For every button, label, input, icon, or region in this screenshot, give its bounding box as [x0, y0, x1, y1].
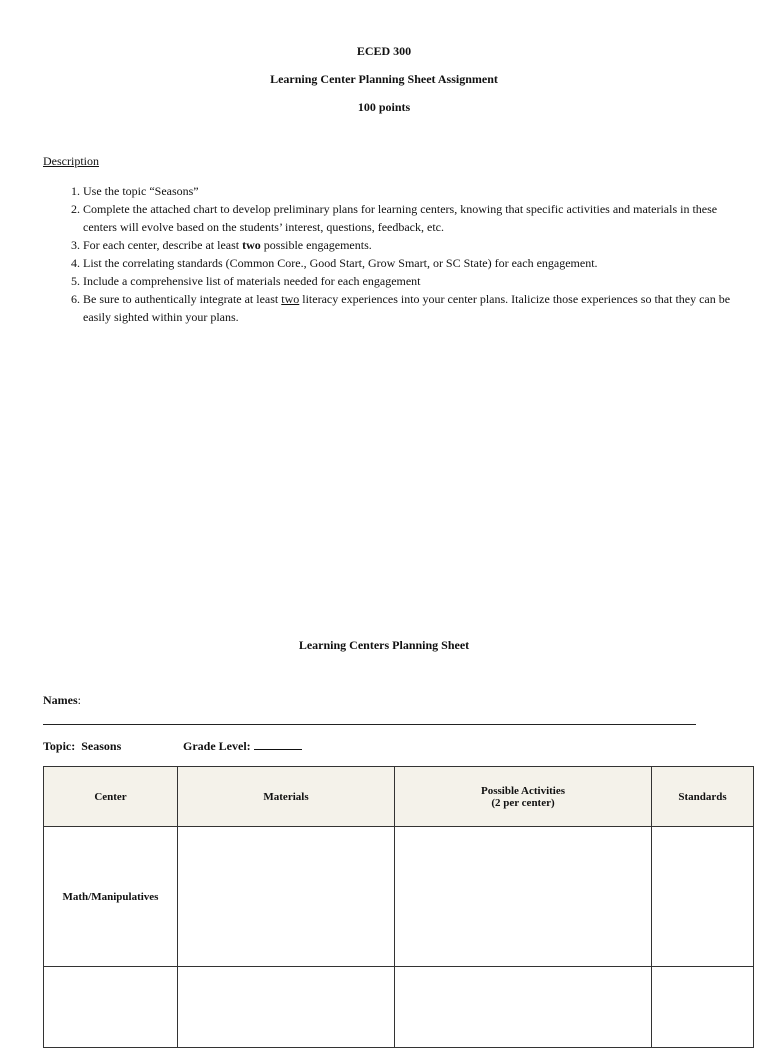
underlined-text: two — [281, 292, 300, 306]
instruction-item-6 — [83, 290, 743, 326]
materials-cell — [178, 967, 395, 1048]
center-cell — [44, 967, 178, 1048]
materials-cell — [178, 827, 395, 967]
standards-cell — [652, 827, 754, 967]
table-row — [44, 827, 754, 967]
grade-level-label: Grade Level: — [183, 739, 251, 753]
activities-cell — [395, 827, 652, 967]
assignment-title: Learning Center Planning Sheet Assignment — [270, 72, 498, 86]
table-row — [44, 967, 754, 1048]
planning-table — [43, 766, 754, 1048]
instruction-item-5: 5. Include a comprehensive list of materials needed for each engagement — [83, 272, 743, 290]
instruction-text: possible engagements. — [260, 238, 372, 252]
names-blank-line — [43, 724, 696, 725]
instruction-text: For each center, describe at least — [83, 238, 243, 252]
topic-value: Seasons — [81, 739, 122, 753]
activities-header-line2: (2 per center) — [491, 796, 555, 809]
center-header: Center — [44, 767, 178, 827]
emphasis-text: two — [242, 238, 261, 252]
instruction-item-1: 1. Use the topic “Seasons” — [83, 182, 743, 200]
planning-sheet-title: Learning Centers Planning Sheet — [298, 638, 470, 652]
activities-header — [395, 767, 652, 827]
instruction-text: literacy experiences into your center plans. Italicize those experiences so that they can be easily sighted within your plans. — [83, 292, 731, 324]
names-field — [43, 693, 81, 708]
course-title: ECED 300 — [356, 44, 412, 58]
grade-level-field — [183, 739, 302, 754]
description-heading: Description — [43, 154, 99, 168]
topic-field — [43, 739, 121, 754]
table-header-row — [44, 767, 754, 827]
instruction-item-4: 4. List the correlating standards (Common Core., Good Start, Grow Smart, or SC State) for each engagement. — [83, 254, 743, 272]
names-label: Names — [43, 693, 78, 707]
instruction-item-2: 2. Complete the attached chart to develop preliminary plans for learning centers, knowing that specific activities and materials in these centers will evolve based on the students’ interest, questions, feedback, etc. — [83, 200, 743, 236]
activities-cell — [395, 967, 652, 1048]
materials-header: Materials — [178, 767, 395, 827]
names-colon: : — [77, 693, 82, 707]
grade-level-blank — [254, 739, 302, 750]
activities-header-line1: Possible Activities — [480, 784, 566, 797]
topic-label: Topic: — [43, 739, 76, 753]
points-label: 100 points — [357, 100, 411, 114]
instruction-text: Be sure to authentically integrate at least — [83, 292, 282, 306]
standards-cell — [652, 967, 754, 1048]
instructions-list — [43, 182, 743, 326]
standards-header: Standards — [652, 767, 754, 827]
center-cell: Math/Manipulatives — [44, 827, 178, 967]
instruction-item-3 — [83, 236, 743, 254]
